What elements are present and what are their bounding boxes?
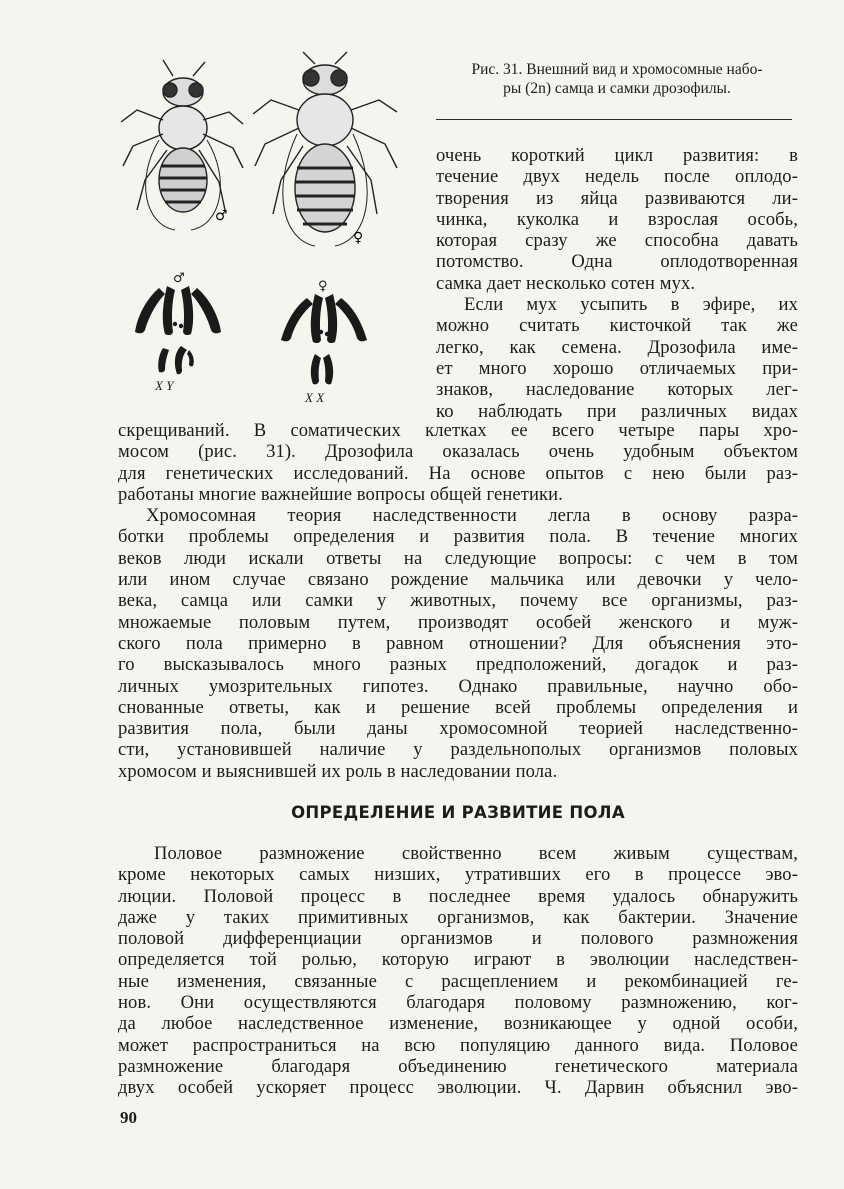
- text-line: потомство. Одна оплодотворенная: [436, 251, 798, 273]
- female-chromosome-set: [281, 279, 367, 405]
- drosophila-figure: [115, 50, 420, 410]
- male-symbol-set: ♂: [173, 271, 185, 286]
- text-line: для генетических исследований. На основе опытов с нею были раз-: [118, 462, 798, 484]
- text-line: которая сразу же способна давать: [436, 230, 798, 252]
- caption-line-1: Рис. 31. Внешний вид и хромосомные набо-: [471, 61, 763, 78]
- text-line: Половое размножение свойственно всем живым существам,: [154, 843, 798, 864]
- text-line: го высказывалось много разных предположений, догадок и раз-: [118, 654, 798, 676]
- text-line: личных умозрительных гипотез. Однако правильные, научно обо-: [118, 675, 798, 697]
- male-xy-label: X Y: [155, 378, 174, 393]
- text-line: люции. Половой процесс в последнее время удалось обнаружить: [118, 885, 798, 907]
- male-symbol-fly: ♂: [215, 208, 228, 224]
- text-line: или ином случае связано рождение мальчика или девочки у чело-: [118, 569, 798, 591]
- paragraph-1: [118, 420, 798, 782]
- text-line: течение двух недель после оплодо-: [436, 166, 798, 188]
- text-line: даже у таких примитивных организмов, как бактерии. Значение: [118, 906, 798, 928]
- male-fly-drawing: [121, 60, 243, 230]
- section-heading: ОПРЕДЕЛЕНИЕ И РАЗВИТИЕ ПОЛА: [291, 803, 625, 822]
- text-line: чинка, куколка и взрослая особь,: [436, 208, 798, 230]
- page-number: 90: [120, 1108, 137, 1127]
- paragraph-3: [118, 843, 798, 1099]
- male-chromosome-set: [135, 271, 221, 393]
- female-symbol-fly: ♀: [353, 230, 364, 246]
- text-line: определяется той ролью, которую играют в эволюции наследствен-: [118, 949, 798, 971]
- text-line: Хромосомная теория наследственности легла в основу разра-: [146, 505, 798, 527]
- text-line: Если мух усыпить в эфире, их: [464, 294, 798, 316]
- text-line: нов. Они осуществляются благодаря половому размножению, ког-: [118, 992, 798, 1014]
- text-line: самка дает несколько сотен мух.: [436, 272, 696, 294]
- text-line: половой дифференциации организмов и полового размножения: [118, 928, 798, 950]
- text-line: мосом (рис. 31). Дрозофила оказалась очень удобным объектом: [118, 441, 798, 463]
- text-line: легко, как семена. Дрозофила име-: [436, 336, 798, 358]
- text-line: сти, установившей наличие у раздельнополых организмов половых: [118, 739, 798, 761]
- female-xx-label: X X: [305, 390, 325, 405]
- text-line: ского пола примерно в равном отношении? Для объяснения это-: [118, 632, 798, 654]
- female-symbol-set: ♀: [318, 279, 328, 294]
- text-line: очень короткий цикл развития: в: [436, 145, 798, 166]
- text-line: творения из яйца развиваются ли-: [436, 187, 798, 209]
- text-line: размножение благодаря объединению генетического материала: [118, 1055, 798, 1077]
- text-line: кроме некоторых самых низших, утративших его в процессе эво-: [118, 864, 798, 886]
- text-line: скрещиваний. В соматических клетках ее всего четыре пары хро-: [118, 420, 798, 441]
- text-line: века, самца или самки у животных, почему все организмы, раз-: [118, 590, 798, 612]
- text-line: снованные ответы, как и решение всей проблемы определения и: [118, 696, 798, 718]
- text-line: веков люди искали ответы на следующие вопросы: с чем в том: [118, 547, 798, 569]
- text-line: да любое наследственное изменение, возникающее у одной особи,: [118, 1013, 798, 1035]
- female-fly-drawing: [253, 52, 397, 246]
- text-line: множаемые половым путем, производят особей женского и муж-: [118, 611, 798, 633]
- intro-column: [436, 145, 798, 422]
- text-line: может распространиться на всю популяцию данного вида. Половое: [118, 1034, 798, 1056]
- text-line: ко наблюдать при различных видах: [436, 400, 798, 422]
- text-line: ные изменения, связанные с расщеплением и рекомбинацией ге-: [118, 970, 798, 992]
- text-line: работаны многие важнейшие вопросы общей генетики.: [118, 483, 563, 505]
- text-line: двух особей ускоряет процесс эволюции. Ч. Дарвин объяснил эво-: [118, 1077, 798, 1099]
- text-line: знаков, наследование которых лег-: [436, 379, 798, 401]
- figure-caption: [432, 60, 802, 98]
- text-line: развития пола, были даны хромосомной теорией наследственно-: [118, 718, 798, 740]
- text-line: можно считать кисточкой так же: [436, 315, 798, 337]
- caption-line-2: ры (2n) самца и самки дрозофилы.: [503, 80, 731, 97]
- text-line: хромосом и выяснившей их роль в наследовании пола.: [118, 760, 558, 782]
- drosophila-illustration: [115, 50, 420, 410]
- caption-divider: [436, 119, 792, 120]
- text-line: ет много хорошо отличаемых при-: [436, 357, 798, 379]
- text-line: ботки проблемы определения и развития пола. В течение многих: [118, 526, 798, 548]
